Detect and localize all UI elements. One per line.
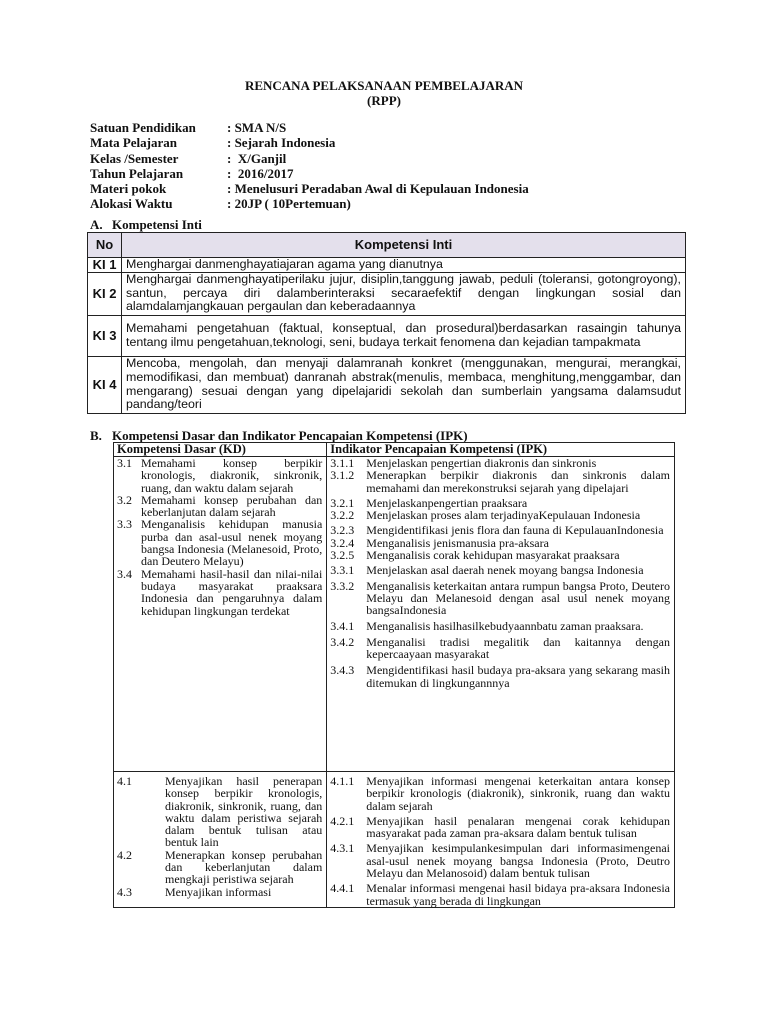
identity-value: : Menelusuri Peradaban Awal di Kepulauan Indonesia <box>227 181 529 197</box>
ipk-number: 3.2.3 <box>330 523 355 538</box>
ipk-number: 3.2.1 <box>330 495 355 510</box>
ipk-text: Menyajikan kesimpulankesimpulan dari informasimengenai asal-usul nenek moyang bangsa Indonesia (Proto, Deutro Melayu dan Melanosoid) dalam bentuk tulisan <box>366 841 670 881</box>
kd-text: Menyajikan informasi <box>165 884 272 899</box>
identity-row <box>90 151 529 166</box>
identity-row <box>90 166 529 181</box>
table-row <box>88 258 686 273</box>
identity-row <box>90 120 529 135</box>
kd-cell <box>114 772 327 908</box>
ipk-item <box>330 549 670 561</box>
ipk-number: 3.2.5 <box>330 548 355 563</box>
ipk-item <box>330 620 670 632</box>
table-row <box>88 315 686 356</box>
identity-label: Alokasi Waktu <box>90 196 173 212</box>
ipk-number: 3.1.2 <box>330 468 355 483</box>
kd-number: 4.1 <box>117 774 132 788</box>
ki-number: KI 1 <box>88 258 122 273</box>
kd-text: Memahami konsep berpikir kronologis, diakronik, sinkronik, ruang, dan waktu dalam sejarah <box>141 456 323 495</box>
table-row-kd3 <box>114 457 675 772</box>
table-row-kd4 <box>114 772 675 908</box>
identity-row <box>90 135 529 150</box>
ipk-item <box>330 882 670 907</box>
table-row <box>88 272 686 315</box>
kd-text: Memahami hasil-hasil dan nilai-nilai budaya masyarakat praaksara Indonesia dan pengaruhnya dalam kehidupan lingkungan terdekat <box>141 566 323 618</box>
ipk-item <box>330 842 670 879</box>
ki-number: KI 2 <box>88 272 122 315</box>
ipk-text: Menalar informasi mengenai hasil bidaya pra-aksara Indonesia termasuk yang berada di lingkungan <box>366 881 670 908</box>
kd-number: 3.1 <box>117 456 132 470</box>
identity-label: Materi pokok <box>90 181 167 197</box>
kd-number: 3.4 <box>117 566 132 581</box>
kd-item <box>117 886 322 898</box>
identity-value: : 2016/2017 <box>227 165 294 181</box>
ipk-item <box>330 469 670 494</box>
kd-ipk-table <box>113 442 675 908</box>
document-title-block <box>0 78 768 108</box>
ki-number: KI 3 <box>88 315 122 356</box>
ipk-text: Menganalisi tradisi megalitik dan kaitannya dengan kepercaayaan masyarakat <box>366 634 670 662</box>
ipk-text: Menganalisis hasilhasilkebudyaannbatu zaman praaksara. <box>366 618 644 633</box>
column-header-no: No <box>88 233 122 258</box>
kd-cell <box>114 457 327 772</box>
section-title: Kompetensi Dasar dan Indikator Pencapaian Kompetensi (IPK) <box>112 428 468 443</box>
ki-text: Menghargai danmenghayatiperilaku jujur, disiplin,tanggung jawab, peduli (toleransi, gotongroyong), santun, percaya diri dalamberinteraksi secaraefektif dengan lingkungan sosial dan alamdalamjangkauan pergaulan dan keberadaannya <box>122 272 686 315</box>
kd-item <box>117 849 322 886</box>
kd-text: Menyajikan hasil penerapan konsep berpikir kronologis, diakronik, sinkronik, ruang, dan waktu dalam peristiwa sejarah dalam bentuk tulisan atau bentuk lain <box>165 774 323 850</box>
ipk-number: 4.3.1 <box>330 841 355 856</box>
section-a-heading <box>90 217 202 233</box>
identity-value: : 20JP ( 10Pertemuan) <box>227 196 351 212</box>
ipk-cell <box>327 457 675 772</box>
identity-label: Kelas /Semester <box>90 150 179 166</box>
ipk-number: 3.3.1 <box>330 563 355 578</box>
ipk-number: 4.2.1 <box>330 813 355 828</box>
identity-label: Satuan Pendidikan <box>90 120 196 135</box>
ipk-number: 4.1.1 <box>330 774 355 788</box>
kd-text: Menganalisis kehidupan manusia purba dan asal-usul nenek moyang bangsa Indonesia (Melanesoid, Proto, dan Deutero Melayu) <box>141 517 323 569</box>
kd-number: 3.2 <box>117 492 132 507</box>
ipk-number: 3.4.3 <box>330 663 355 678</box>
ipk-item <box>330 636 670 661</box>
ki-number: KI 4 <box>88 356 122 413</box>
ipk-text: Menjelaskanpengertian praaksara <box>366 495 528 510</box>
ipk-text: Menganalisis jenismanusia pra-aksara <box>366 535 549 550</box>
ipk-text: Menganalisis keterkaitan antara rumpun bangsa Proto, Deutero Melayu dan Melanesoid dengan asal usul nenek moyang bangsaIndonesia <box>366 578 670 618</box>
ipk-item <box>330 664 670 689</box>
column-header-ki: Kompetensi Inti <box>122 233 686 258</box>
ipk-item <box>330 775 670 812</box>
ipk-text: Mengidentifikasi jenis flora dan fauna di KepulauanIndonesia <box>366 523 664 538</box>
kompetensi-inti-table <box>87 232 686 414</box>
ipk-text: Menyajikan hasil penalaran mengenai corak kehidupan masyarakat pada zaman pra-aksara dalam bentuk tulisan <box>366 813 670 841</box>
ipk-text: Menyajikan informasi mengenai keterkaitan antara konsep berpikir kronologis (diakronik), sinkronik, ruang dan waktu dalam sejarah <box>366 774 670 813</box>
identity-block <box>90 120 529 212</box>
document-title: RENCANA PELAKSANAAN PEMBELAJARAN <box>244 78 524 93</box>
ki-text: Menghargai danmenghayatiajaran agama yang dianutnya <box>122 258 686 273</box>
ipk-number: 3.1.1 <box>330 456 355 470</box>
identity-label: Tahun Pelajaran <box>90 165 184 181</box>
kd-number: 4.3 <box>117 884 132 899</box>
kd-item <box>117 494 322 519</box>
identity-label: Mata Pelajaran <box>90 135 178 151</box>
ipk-text: Menjelaskan asal daerah nenek moyang bangsa Indonesia <box>366 563 644 578</box>
ipk-number: 3.2.2 <box>330 508 355 523</box>
kd-item <box>117 457 322 494</box>
kd-item <box>117 775 322 849</box>
section-letter: A. <box>90 217 103 232</box>
kd-item <box>117 518 322 567</box>
ipk-item <box>330 509 670 521</box>
kd-text: Menerapkan konsep perubahan dan keberlanjutan dalam mengkaji peristiwa sejarah <box>165 847 323 887</box>
ipk-number: 3.4.1 <box>330 618 355 633</box>
ki-text: Memahami pengetahuan (faktual, konseptual, dan prosedural)berdasarkan rasaingin tahunya tentang ilmu pengetahuan,teknologi, seni, budaya terkait fenomena dan kejadian tampakmata <box>122 315 686 356</box>
ipk-text: Menjelaskan pengertian diakronis dan sinkronis <box>366 456 597 470</box>
ipk-cell <box>327 772 675 908</box>
identity-value: : SMA N/S <box>227 120 287 135</box>
ipk-text: Mengidentifikasi hasil budaya pra-aksara yang sekarang masih ditemukan di lingkungannnya <box>366 663 670 690</box>
column-header-kd: Kompetensi Dasar (KD) <box>114 443 327 457</box>
section-title: Kompetensi Inti <box>112 217 202 232</box>
kd-item <box>117 568 322 617</box>
identity-value: : Sejarah Indonesia <box>227 135 336 151</box>
ipk-number: 3.4.2 <box>330 634 355 649</box>
ipk-number: 3.3.2 <box>330 578 355 593</box>
ipk-item <box>330 564 670 576</box>
kd-number: 4.2 <box>117 847 132 862</box>
ipk-item <box>330 524 670 536</box>
column-header-ipk: Indikator Pencapaian Kompetensi (IPK) <box>327 443 675 457</box>
ipk-item <box>330 580 670 617</box>
section-letter: B. <box>90 428 102 443</box>
identity-value: : X/Ganjil <box>227 150 287 166</box>
document-subtitle: (RPP) <box>367 93 401 108</box>
ipk-number: 4.4.1 <box>330 881 355 896</box>
identity-row <box>90 196 529 211</box>
identity-row <box>90 181 529 196</box>
ipk-text: Menjelaskan proses alam terjadinyaKepulauan Indonesia <box>366 508 641 523</box>
ipk-text: Menganalisis corak kehidupan masyarakat praaksara <box>366 548 620 563</box>
table-header-row <box>114 443 675 457</box>
table-row <box>88 356 686 413</box>
table-header-row <box>88 233 686 258</box>
ipk-number: 3.2.4 <box>330 535 355 550</box>
kd-text: Memahami konsep perubahan dan keberlanjutan dalam sejarah <box>141 492 323 520</box>
ipk-text: Menerapkan berpikir diakronis dan sinkronis dalam memahami dan merekonstruksi sejarah yang dipelajari <box>366 468 670 495</box>
kd-number: 3.3 <box>117 517 132 532</box>
ki-text: Mencoba, mengolah, dan menyaji dalamranah konkret (menggunakan, mengurai, merangkai, memodifikasi, dan membuat) danranah abstrak(menulis, membaca, menghitung,menggambar, dan mengarang) sesuai dengan yang dipelajaridi sekolah dan sumberlain yangsama dalamsudut pandang/teori <box>122 356 686 413</box>
ipk-item <box>330 815 670 840</box>
